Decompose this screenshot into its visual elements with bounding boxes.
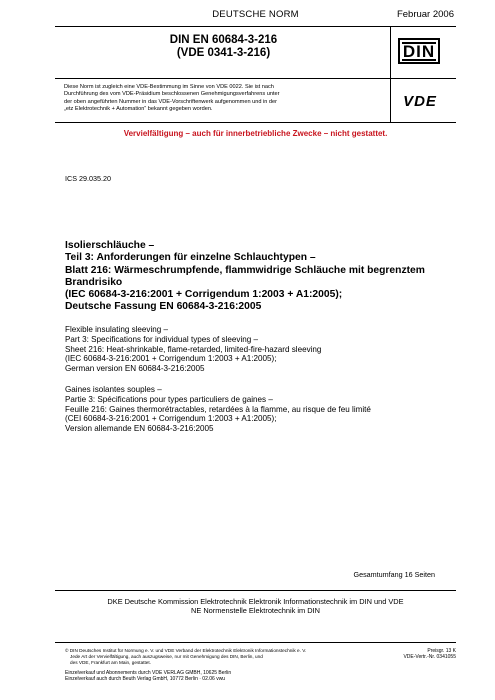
title-fr-line: Feuille 216: Gaines thermorétractables, retardées à la flamme, au risque de feu limité (65, 404, 371, 414)
price-group: Preisgr. 13 K (427, 648, 456, 654)
copyright-line: des VDE, Frankfurt am Main, gestattet. (70, 660, 152, 666)
notice-line: „etz Elektrotechnik + Automation“ bekannt gegeben worden. (64, 105, 213, 112)
sales-line: Einzelverkauf und Abonnements durch VDE VERLAG GMBH, 10625 Berlin (65, 670, 232, 676)
title-en-line: German version EN 60684-3-216:2005 (65, 364, 205, 374)
din-logo (398, 38, 440, 64)
ics-code: ICS 29.035.20 (65, 174, 111, 183)
vde-logo: VDE (403, 93, 437, 110)
title-de-line: Brandrisiko (65, 276, 123, 288)
top-bar (55, 8, 456, 24)
divider-footer (55, 642, 456, 643)
din-logo-text: DIN (402, 41, 436, 61)
norm-label: DEUTSCHE NORM (212, 9, 299, 20)
title-en-line: Sheet 216: Heat-shrinkable, flame-retarded, limited-fire-hazard sleeving (65, 344, 322, 354)
standard-number-block (60, 34, 387, 60)
title-de-line: Deutsche Fassung EN 60684-3-216:2005 (65, 301, 262, 313)
divider-header (55, 78, 456, 79)
standard-number: DIN EN 60684-3-216 (169, 34, 278, 46)
sales-block (65, 670, 395, 682)
title-en-line: Part 3: Specifications for individual types of sleeving – (65, 334, 259, 344)
divider-top (55, 26, 456, 27)
price-block (390, 648, 456, 660)
title-en-line: (IEC 60684-3-216:2001 + Corrigendum 1:2003 + A1:2005); (65, 354, 277, 364)
title-fr-line: Version allemande EN 60684-3-216:2005 (65, 424, 214, 434)
sales-line: Einzelverkauf auch durch Beuth Verlag GmbH, 10772 Berlin · 02.06 vwu (65, 676, 226, 682)
title-fr-line: Gaines isolantes souples – (65, 385, 162, 394)
title-english (65, 325, 460, 374)
title-de-line: Blatt 216: Wärmeschrumpfende, flammwidrige Schläuche mit begrenztem (65, 264, 425, 276)
divider-notice (55, 122, 456, 123)
total-pages: Gesamtumfang 16 Seiten (353, 570, 435, 579)
title-en-line: Flexible insulating sleeving – (65, 325, 169, 334)
dke-line: NE Normenstelle Elektrotechnik im DIN (191, 606, 320, 616)
vde-notice (64, 84, 386, 113)
divider-logo-vertical (390, 26, 391, 78)
copy-warning: Vervielfältigung – auch für innerbetriebliche Zwecke – nicht gestattet. (123, 129, 388, 138)
order-number: VDE-Vertr.-Nr. 0341055 (403, 654, 456, 661)
copyright-line: Jede Art der Vervielfältigung, auch auszugsweise, nur mit Genehmigung des DIN, Berlin, und (70, 654, 263, 660)
title-de-line: Isolierschläuche – (65, 240, 155, 251)
title-fr-line: (CEI 60684-3-216:2001 + Corrigendum 1:2003 + A1:2005); (65, 414, 277, 424)
title-french (65, 385, 460, 434)
copyright-line: © DIN Deutsches Institut für Normung e. V. und VDE Verband der Elektrotechnik Elektronik Informationstechnik e. V. (65, 648, 307, 653)
vde-number: (VDE 0341-3-216) (176, 47, 271, 59)
copyright-block (65, 648, 395, 667)
notice-line: der oben angeführten Nummer in das VDE-Vorschriftenwerk aufgenommen und in der (64, 98, 277, 105)
title-de-line: Teil 3: Anforderungen für einzelne Schlauchtypen – (65, 252, 316, 264)
title-fr-line: Partie 3: Spécifications pour types particuliers de gaines – (65, 394, 273, 404)
title-de-line: (IEC 60684-3-216:2001 + Corrigendum 1:2003 + A1:2005); (65, 289, 343, 301)
divider-dke (55, 590, 456, 591)
issue-date: Februar 2006 (396, 9, 454, 20)
title-german (65, 240, 460, 314)
dke-block (55, 597, 456, 616)
notice-line: Durchführung des vom VDE-Präsidium beschlossenen Genehmigungsverfahrens unter (64, 91, 280, 98)
notice-line: Diese Norm ist zugleich eine VDE-Bestimmung im Sinne von VDE 0022. Sie ist nach (64, 84, 274, 90)
dke-line: DKE Deutsche Kommission Elektrotechnik Elektronik Informationstechnik im DIN und VDE (107, 597, 404, 606)
divider-vde-vertical (390, 78, 391, 122)
